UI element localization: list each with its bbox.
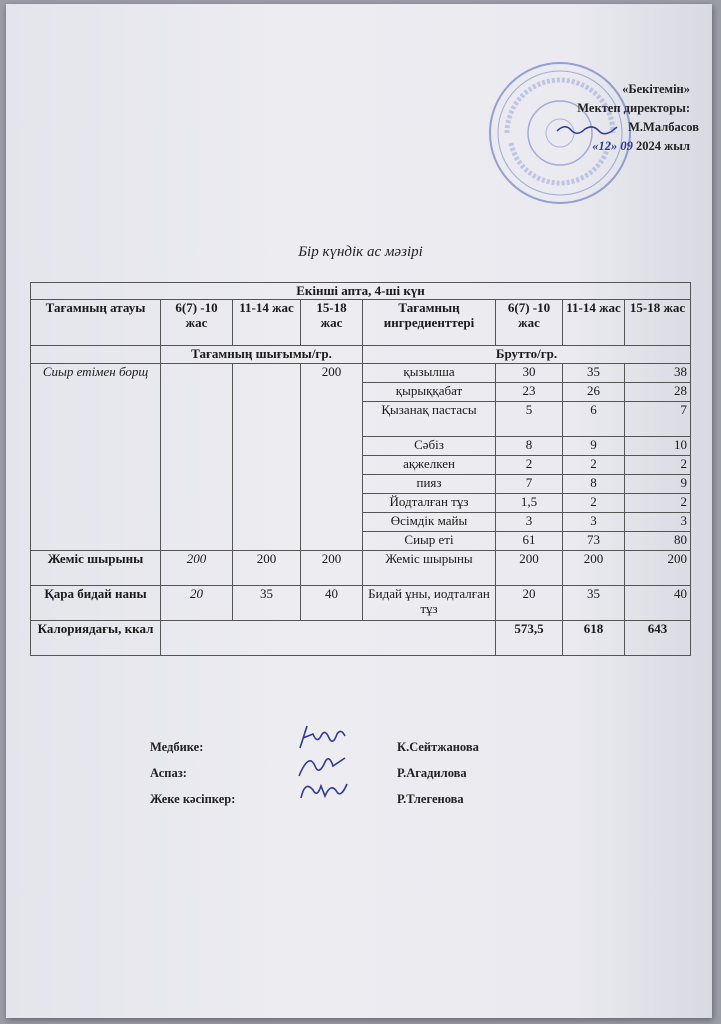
ingredient-name: Өсімдік майы [363,513,496,532]
calories-value: 618 [563,621,625,656]
ingredient-value: 10 [625,437,691,456]
ingredient-value: 2 [625,494,691,513]
ingredient-name: қырыққабат [363,383,496,402]
ingredient-value: 3 [563,513,625,532]
approval-position: Мектеп директоры: [577,101,690,115]
ingredient-value: 3 [496,513,563,532]
ingredient-value: 7 [496,475,563,494]
ingredient-value: 9 [625,475,691,494]
approval-date: «12» 09 2024 жыл [592,139,690,153]
signature-row-entrepreneur [150,792,570,818]
ingredient-value: 38 [625,364,691,383]
week-day-header: Екінші апта, 4-ші күн [31,283,691,300]
ingredient-value: 9 [563,437,625,456]
ingredient-value: 20 [496,586,563,621]
dish-output-value: 200 [233,551,301,586]
dish-output-value: 40 [301,586,363,621]
ingredient-value: 3 [625,513,691,532]
ingredient-value: 200 [625,551,691,586]
dish-output-value: 200 [301,551,363,586]
ingredient-name: қызылша [363,364,496,383]
menu-table [30,282,691,656]
dish-output-value: 200 [161,551,233,586]
ingredient-name: Жеміс шырыны [363,551,496,586]
ingredient-value: 6 [563,402,625,437]
dish-output-value: 35 [233,586,301,621]
signature-name: Р.Тлегенова [397,792,464,806]
approval-block [555,80,699,156]
subheader-output: Тағамның шығымы/гр. [161,346,363,364]
signature-row-cook [150,766,570,792]
signatures-block [150,740,570,818]
ingredient-name: Бидай ұны, иодталған тұз [363,586,496,621]
ingredient-value: 35 [563,364,625,383]
signature-name: Р.Агадилова [397,766,467,780]
dish-output-value: 20 [161,586,233,621]
ingredient-value: 80 [625,532,691,551]
ingredient-value: 2 [496,456,563,475]
header-brutto-age-6-10: 6(7) -10 жас [496,300,563,346]
ingredient-name: Сиыр еті [363,532,496,551]
signature-name: К.Сейтжанова [397,740,479,754]
header-brutto-age-15-18: 15-18 жас [625,300,691,346]
calories-value: 643 [625,621,691,656]
ingredient-value: 73 [563,532,625,551]
signature-role: Жеке кәсіпкер: [150,792,236,806]
ingredient-value: 1,5 [496,494,563,513]
director-signature [555,121,625,135]
ingredient-name: Қызанақ пастасы [363,402,496,437]
signature-role: Аспаз: [150,766,187,780]
ingredient-value: 5 [496,402,563,437]
entrepreneur-signature [295,774,350,806]
dish-borscht: Сиыр етімен борщ [31,364,161,551]
calories-label: Калориядағы, ккал [31,621,161,656]
ingredient-value: 2 [563,494,625,513]
approval-director-name: М.Малбасов [555,118,690,137]
header-ingredients: Тағамның ингредиенттері [363,300,496,346]
ingredient-value: 35 [563,586,625,621]
ingredient-value: 200 [563,551,625,586]
ingredient-name: Йодталған тұз [363,494,496,513]
header-dish-name: Тағамның атауы [31,300,161,346]
ingredient-value: 26 [563,383,625,402]
header-age-6-10: 6(7) -10 жас [161,300,233,346]
ingredient-value: 2 [625,456,691,475]
ingredient-value: 30 [496,364,563,383]
ingredient-value: 40 [625,586,691,621]
ingredient-name: Сәбіз [363,437,496,456]
header-brutto-age-11-14: 11-14 жас [563,300,625,346]
ingredient-value: 7 [625,402,691,437]
ingredient-name: ақжелкен [363,456,496,475]
dish-rye-bread: Қара бидай наны [31,586,161,621]
ingredient-value: 23 [496,383,563,402]
ingredient-value: 28 [625,383,691,402]
calories-value: 573,5 [496,621,563,656]
ingredient-value: 2 [563,456,625,475]
dish-borscht-output-15-18: 200 [301,364,363,551]
ingredient-value: 8 [496,437,563,456]
approval-heading: «Бекітемін» [622,82,690,96]
header-age-15-18: 15-18 жас [301,300,363,346]
ingredient-name: пияз [363,475,496,494]
page-title: Бір күндік ас мәзірі [298,244,423,260]
header-age-11-14: 11-14 жас [233,300,301,346]
signature-row-nurse [150,740,570,766]
ingredient-value: 61 [496,532,563,551]
dish-juice: Жеміс шырыны [31,551,161,586]
subheader-brutto: Брутто/гр. [363,346,691,364]
signature-role: Медбике: [150,740,204,754]
ingredient-value: 200 [496,551,563,586]
ingredient-value: 8 [563,475,625,494]
